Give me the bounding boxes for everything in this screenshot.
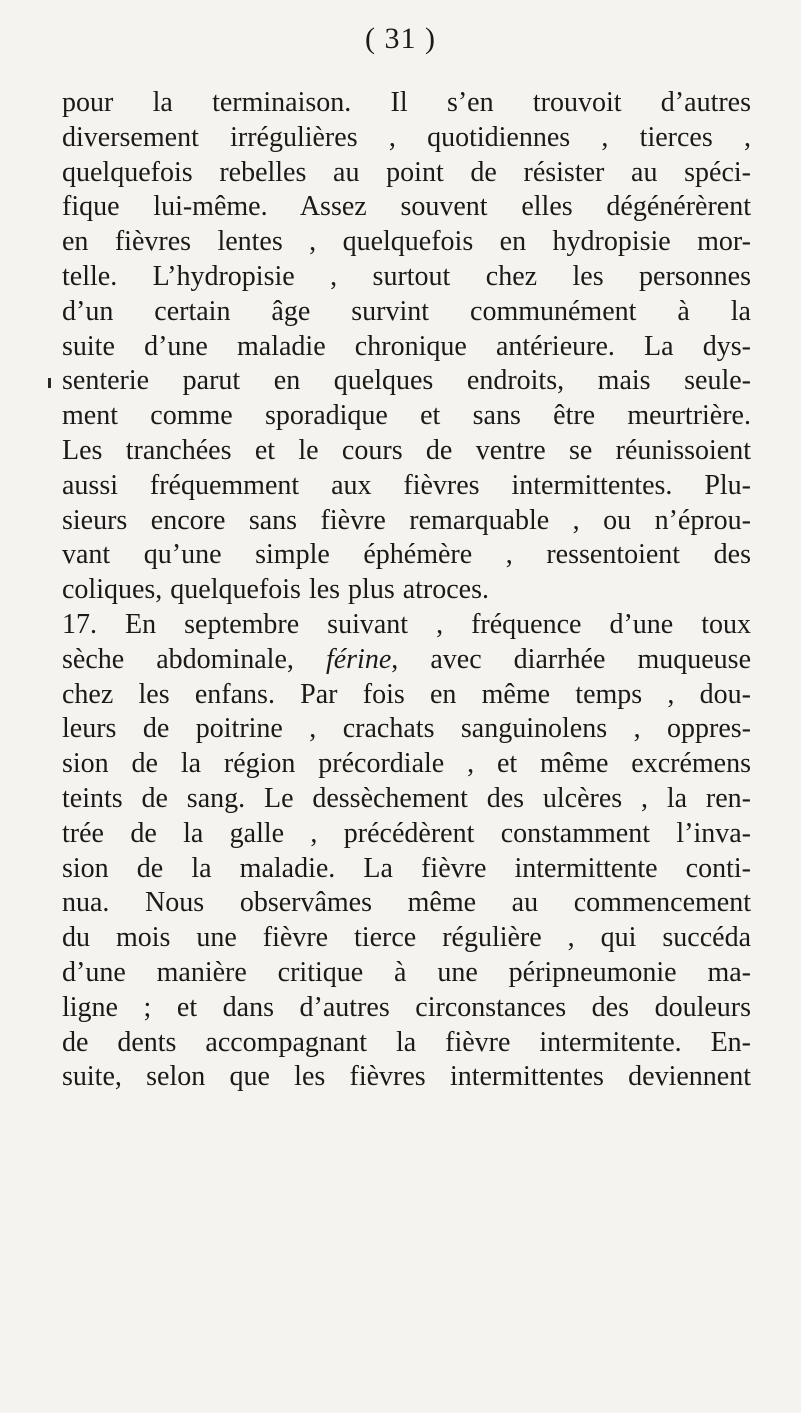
- text-line: en fièvres lentes , quelquefois en hydropisie mor-: [62, 226, 751, 258]
- text-line: sion de la maladie. La fièvre intermittente conti-: [62, 852, 751, 884]
- text-line: diversement irrégulières , quotidiennes , tierces ,: [62, 121, 751, 153]
- text-line: pour la terminaison. Il s’en trouvoit d’autres: [62, 87, 751, 118]
- text-line: d’un certain âge survint communément à la: [62, 295, 751, 327]
- text-line: chez les enfans. Par fois en même temps , dou-: [62, 678, 751, 710]
- text-line: nua. Nous observâmes même au commencement: [62, 887, 751, 919]
- text-line: teints de sang. Le dessèchement des ulcères , la ren-: [62, 782, 751, 814]
- text-line: du mois une fièvre tierce régulière , qui succéda: [62, 922, 751, 954]
- text-line: suite, selon que les fièvres intermittentes deviennent: [62, 1061, 751, 1093]
- text-line: de dents accompagnant la fièvre intermitente. En-: [62, 1026, 751, 1058]
- italic-word: férine: [325, 643, 392, 675]
- page-number: ( 31 ): [365, 22, 436, 55]
- text-line: leurs de poitrine , crachats sanguinolens , oppres-: [62, 713, 751, 745]
- text-fragment: , avec diarrhée muqueuse: [391, 643, 751, 675]
- text-line: ligne ; et dans d’autres circonstances des douleurs: [62, 991, 751, 1023]
- text-line: sion de la région précordiale , et même excrémens: [62, 748, 751, 780]
- text-line: quelquefois rebelles au point de résister au spéci-: [62, 156, 751, 188]
- text-line: vant qu’une simple éphémère , ressentoient des: [62, 539, 751, 571]
- text-fragment: sèche abdominale,: [62, 643, 326, 675]
- text-line: senterie parut en quelques endroits, mais seule-: [62, 365, 751, 397]
- text-line-italic-mix: [62, 643, 751, 678]
- text-line: trée de la galle , précédèrent constamment l’inva-: [62, 817, 751, 849]
- text-line: suite d’une maladie chronique antérieure. La dys-: [62, 330, 751, 362]
- text-line: telle. L’hydropisie , surtout chez les personnes: [62, 260, 751, 292]
- text-line: coliques, quelquefois les plus atroces.: [62, 574, 490, 606]
- text-line: fique lui-même. Assez souvent elles dégénérèrent: [62, 191, 751, 223]
- body-text: [62, 86, 751, 1095]
- text-line: ment comme sporadique et sans être meurtrière.: [62, 400, 751, 432]
- text-line: Les tranchées et le cours de ventre se réunissoient: [62, 434, 751, 466]
- margin-mark: [48, 378, 51, 388]
- text-line: sieurs encore sans fièvre remarquable , ou n’éprou-: [62, 504, 751, 536]
- text-line: aussi fréquemment aux fièvres intermittentes. Plu-: [62, 469, 751, 501]
- text-line: d’une manière critique à une péripneumonie ma-: [62, 956, 751, 988]
- paragraph-17-start: 17. En septembre suivant , fréquence d’une toux: [62, 608, 751, 640]
